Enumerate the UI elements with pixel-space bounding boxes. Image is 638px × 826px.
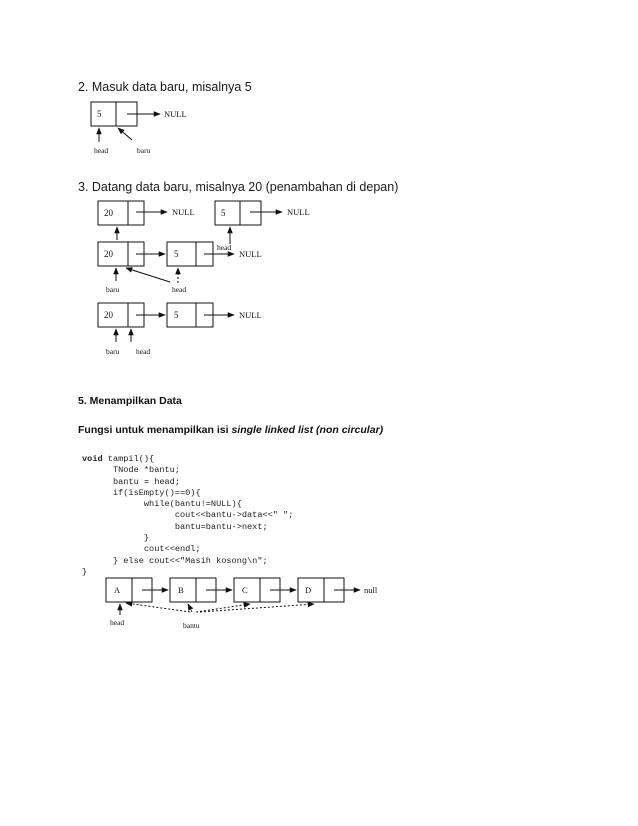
node-value: 20	[104, 310, 113, 320]
null-label: NULL	[239, 310, 262, 320]
step2-diagram	[91, 102, 187, 155]
code-line	[82, 454, 293, 465]
node-value: A	[114, 585, 121, 595]
node-value: 5	[97, 109, 102, 119]
baru-label: baru	[106, 285, 120, 294]
step3-heading: 3. Datang data baru, misalnya 20 (penambahan di depan)	[78, 180, 399, 194]
node-value: 5	[221, 208, 226, 218]
code-line: cout<<bantu->data<<" ";	[82, 510, 294, 521]
step3-row3	[98, 303, 262, 356]
step3-row1	[98, 201, 310, 252]
description-text: Fungsi untuk menampilkan isi	[78, 424, 232, 436]
head-label: head	[110, 618, 125, 627]
section-description	[78, 424, 383, 436]
code-line: cout<<endl;	[82, 544, 201, 555]
node-value: 20	[104, 249, 113, 259]
baru-label: baru	[106, 347, 120, 356]
head-label: head	[217, 243, 232, 252]
null-label: NULL	[172, 207, 195, 217]
baru-label: baru	[137, 146, 151, 155]
code-line: }	[82, 533, 150, 544]
head-label: head	[94, 146, 109, 155]
step2-heading: 2. Masuk data baru, misalnya 5	[78, 80, 252, 94]
null-label: null	[364, 585, 378, 595]
code-block	[82, 454, 293, 578]
code-line: }	[82, 566, 88, 577]
head-label: head	[172, 285, 187, 294]
node-value: 5	[174, 249, 179, 259]
display-list-diagram	[106, 578, 378, 630]
section-title: 5. Menampilkan Data	[78, 395, 182, 407]
null-label: NULL	[287, 207, 310, 217]
bantu-label: bantu	[183, 621, 200, 630]
code-text: tampil(){	[102, 454, 155, 464]
node-value: 20	[104, 208, 113, 218]
code-line: if(isEmpty()==0){	[82, 487, 201, 498]
code-line: } else cout<<"Masih kosong\n";	[82, 555, 268, 566]
null-label: NULL	[164, 109, 187, 119]
code-line: bantu=bantu->next;	[82, 521, 268, 532]
code-line: bantu = head;	[82, 476, 180, 487]
node-value: C	[242, 585, 248, 595]
node-value: B	[178, 585, 184, 595]
description-italic: single linked list (non circular)	[231, 424, 384, 436]
code-line: while(bantu!=NULL){	[82, 499, 242, 510]
null-label: NULL	[239, 249, 262, 259]
code-keyword: void	[82, 454, 103, 464]
node-value: 5	[174, 310, 179, 320]
step3-row2	[98, 242, 262, 294]
head-label: head	[136, 347, 151, 356]
node-value: D	[305, 585, 312, 595]
code-line: TNode *bantu;	[82, 465, 180, 476]
